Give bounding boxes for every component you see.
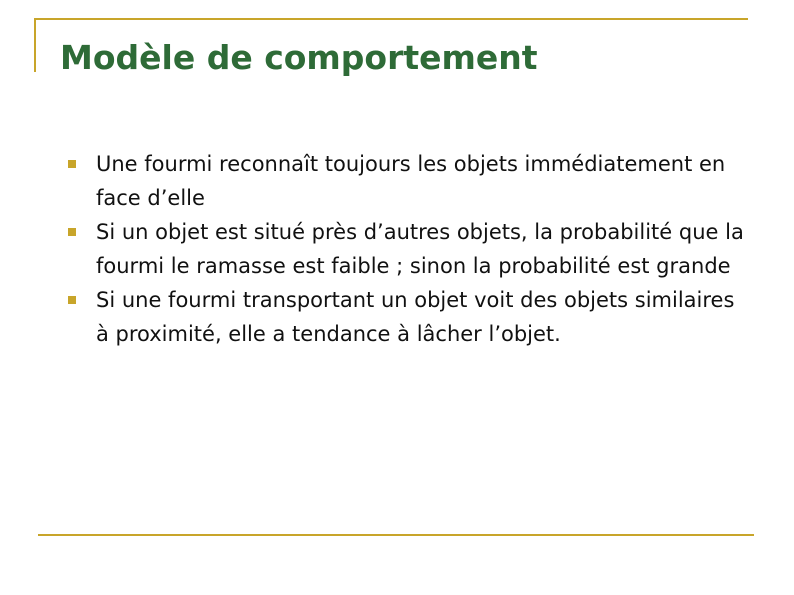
square-bullet-icon [68, 228, 76, 236]
bullet-item [62, 215, 752, 283]
frame-left-rule [34, 18, 36, 72]
bullet-text: Si une fourmi transportant un objet voit des objets similaires à proximité, elle a tendance à lâcher l’objet. [96, 288, 735, 346]
bullet-item [62, 283, 752, 351]
slide-title: Modèle de comportement [60, 38, 538, 77]
bullet-item [62, 147, 752, 215]
bullet-text: Une fourmi reconnaît toujours les objets immédiatement en face d’elle [96, 152, 726, 210]
bullet-list [62, 147, 752, 351]
bullet-text: Si un objet est situé près d’autres objets, la probabilité que la fourmi le ramasse est faible ; sinon la probabilité est grande [96, 220, 744, 278]
frame-bottom-rule [38, 534, 754, 536]
square-bullet-icon [68, 296, 76, 304]
square-bullet-icon [68, 160, 76, 168]
frame-top-rule [34, 18, 748, 20]
